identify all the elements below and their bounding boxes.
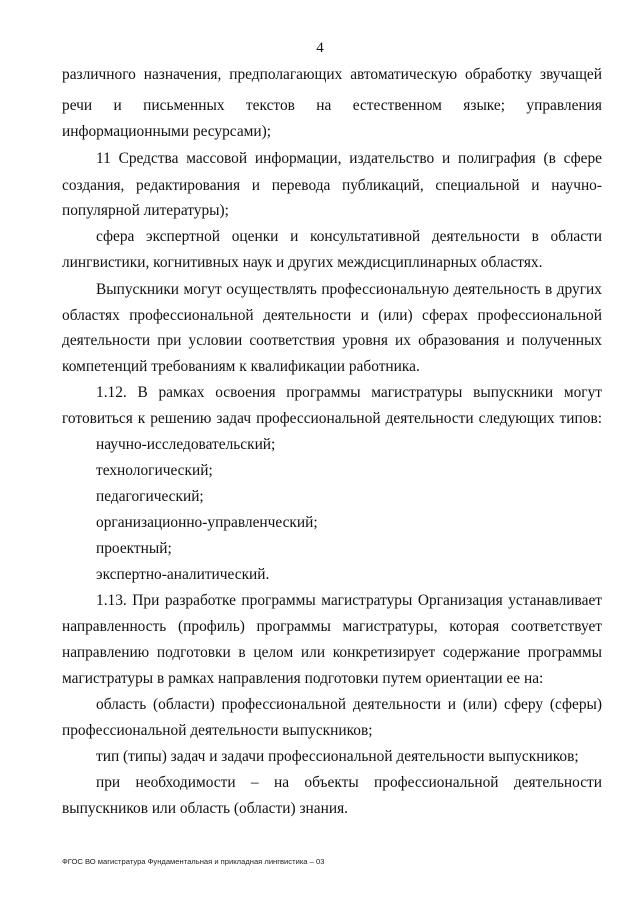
text-line: тип (типы) задач и задачи профессиональной деятельности выпускников;: [96, 748, 579, 765]
list-item: экспертно-аналитический.: [96, 566, 270, 583]
text-line: готовиться к решению задач профессиональной деятельности следующих типов:: [62, 410, 602, 427]
text-line: область (области) профессиональной деятельности и (или) сферу (сферы): [96, 696, 602, 713]
list-item: научно-исследовательский;: [96, 436, 276, 453]
footer-text: ФГОС ВО магистратура Фундаментальная и прикладная лингвистика – 03: [62, 857, 325, 866]
text-line: компетенций требованиям к квалификации работника.: [62, 358, 420, 375]
text-line: магистратуры в рамках направления подготовки путем ориентации ее на:: [62, 670, 544, 687]
text-line: областях профессиональной деятельности и (или) сферах профессиональной: [62, 307, 602, 324]
text-line: 1.12. В рамках освоения программы магистратуры выпускники могут: [96, 384, 602, 401]
text-line: создания, редактирования и перевода публикаций, специальной и научно-: [62, 177, 602, 194]
text-line: направленность (профиль) программы магистратуры, которая соответствует: [62, 618, 602, 635]
text-line: 1.13. При разработке программы магистратуры Организация устанавливает: [96, 592, 602, 609]
text-line: 11 Средства массовой информации, издательство и полиграфия (в сфере: [96, 150, 602, 167]
list-item: проектный;: [96, 540, 172, 557]
text-line: лингвистики, когнитивных наук и других междисциплинарных областях.: [62, 254, 543, 271]
text-line: выпускников или область (области) знания.: [62, 800, 348, 817]
text-line: Выпускники могут осуществлять профессиональную деятельность в других: [96, 281, 602, 298]
text-line: профессиональной деятельности выпускников;: [62, 722, 373, 739]
text-line: при необходимости – на объекты профессиональной деятельности: [96, 774, 602, 791]
list-item: педагогический;: [96, 488, 204, 505]
text-line: направлению подготовки в целом или конкретизирует содержание программы: [62, 644, 602, 661]
list-item: технологический;: [96, 462, 213, 479]
text-line: информационными ресурсами);: [62, 123, 272, 140]
text-line: сфера экспертной оценки и консультативной деятельности в области: [96, 228, 602, 245]
page-number: 4: [316, 40, 324, 56]
text-line: популярной литературы);: [62, 202, 229, 219]
text-line: речи и письменных текстов на естественном языке; управления: [62, 97, 602, 114]
text-line: деятельности при условии соответствия уровня их образования и полученных: [62, 332, 602, 349]
text-line: различного назначения, предполагающих автоматическую обработку звучащей: [62, 66, 602, 83]
list-item: организационно-управленческий;: [96, 514, 318, 531]
